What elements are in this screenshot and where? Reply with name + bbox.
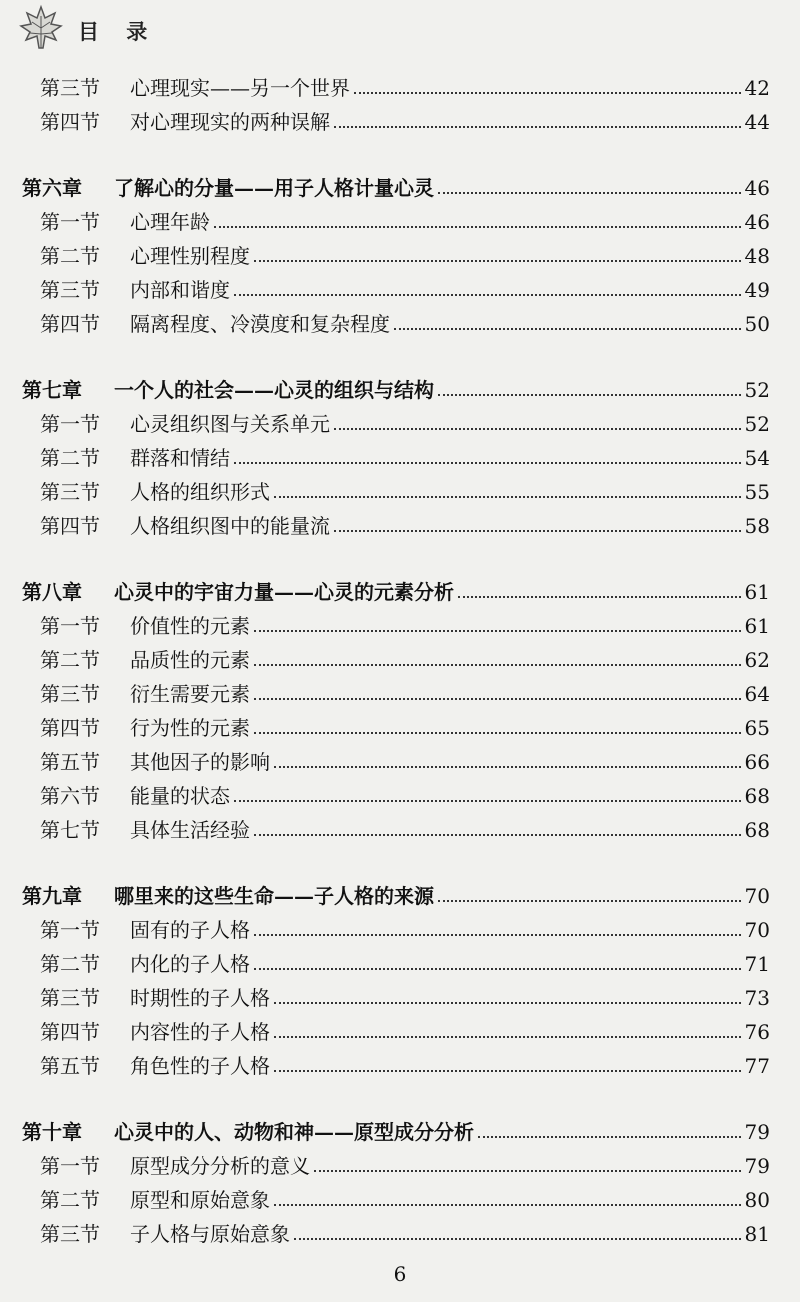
entry-title: 群落和情结 [130, 446, 230, 470]
entry-label: 第四节 [40, 312, 100, 336]
dot-leader [438, 192, 741, 194]
entry-label: 第六章 [22, 176, 82, 200]
entry-title: 心灵中的人、动物和神——原型成分分析 [114, 1120, 474, 1144]
entry-title: 内部和谐度 [130, 278, 230, 302]
entry-page-number: 76 [744, 1020, 770, 1044]
toc-chapter-row [22, 170, 770, 200]
entry-title: 隔离程度、冷漠度和复杂程度 [130, 312, 390, 336]
entry-label: 第八章 [22, 580, 82, 604]
entry-page-number: 68 [744, 818, 770, 842]
entry-page-number: 42 [744, 76, 770, 100]
entry-label: 第六节 [40, 784, 100, 808]
entry-title: 品质性的元素 [130, 648, 250, 672]
entry-page-number: 62 [744, 648, 770, 672]
dot-leader [274, 1204, 741, 1206]
dot-leader [274, 1002, 741, 1004]
dot-leader [234, 800, 741, 802]
toc-section-row [40, 508, 770, 538]
entry-page-number: 66 [744, 750, 770, 774]
toc-section-row [40, 744, 770, 774]
dot-leader [274, 766, 741, 768]
entry-label: 第七章 [22, 378, 82, 402]
entry-label: 第三节 [40, 278, 100, 302]
toc-section-row [40, 204, 770, 234]
entry-label: 第二节 [40, 952, 100, 976]
entry-page-number: 44 [744, 110, 770, 134]
entry-title: 衍生需要元素 [130, 682, 250, 706]
entry-title: 一个人的社会——心灵的组织与结构 [114, 378, 434, 402]
toc-section-row [40, 608, 770, 638]
entry-page-number: 81 [744, 1222, 770, 1246]
dot-leader [234, 462, 741, 464]
dot-leader [394, 328, 741, 330]
dot-leader [334, 428, 741, 430]
entry-label: 第一节 [40, 614, 100, 638]
entry-title: 其他因子的影响 [130, 750, 270, 774]
entry-page-number: 49 [744, 278, 770, 302]
entry-page-number: 64 [744, 682, 770, 706]
entry-page-number: 79 [744, 1120, 770, 1144]
entry-title: 对心理现实的两种误解 [130, 110, 330, 134]
entry-title: 了解心的分量——用子人格计量心灵 [114, 176, 434, 200]
entry-page-number: 52 [744, 378, 770, 402]
dot-leader [294, 1238, 741, 1240]
page-number: 6 [393, 1262, 407, 1286]
entry-page-number: 50 [744, 312, 770, 336]
entry-title: 内化的子人格 [130, 952, 250, 976]
dot-leader [234, 294, 741, 296]
entry-page-number: 71 [744, 952, 770, 976]
entry-title: 固有的子人格 [130, 918, 250, 942]
dot-leader [438, 394, 741, 396]
toc-chapter-row [22, 1114, 770, 1144]
entry-page-number: 54 [744, 446, 770, 470]
entry-label: 第一节 [40, 1154, 100, 1178]
entry-title: 时期性的子人格 [130, 986, 270, 1010]
entry-title: 心灵中的宇宙力量——心灵的元素分析 [114, 580, 454, 604]
dot-leader [274, 496, 741, 498]
entry-title: 心理现实——另一个世界 [130, 76, 350, 100]
entry-label: 第九章 [22, 884, 82, 908]
entry-page-number: 73 [744, 986, 770, 1010]
dot-leader [274, 1070, 741, 1072]
toc-section-row [40, 946, 770, 976]
dot-leader [254, 968, 741, 970]
entry-title: 哪里来的这些生命——子人格的来源 [114, 884, 434, 908]
toc-section-row [40, 778, 770, 808]
toc-chapter-row [22, 372, 770, 402]
entry-title: 行为性的元素 [130, 716, 250, 740]
toc-section-row [40, 104, 770, 134]
toc-section-row [40, 406, 770, 436]
entry-label: 第五节 [40, 750, 100, 774]
dot-leader [334, 126, 741, 128]
entry-page-number: 65 [744, 716, 770, 740]
toc-section-row [40, 1048, 770, 1078]
dot-leader [334, 530, 741, 532]
entry-page-number: 52 [744, 412, 770, 436]
dot-leader [314, 1170, 741, 1172]
entry-page-number: 55 [744, 480, 770, 504]
entry-label: 第三节 [40, 1222, 100, 1246]
entry-label: 第五节 [40, 1054, 100, 1078]
dot-leader [254, 664, 741, 666]
entry-label: 第七节 [40, 818, 100, 842]
toc-section-row [40, 474, 770, 504]
entry-title: 人格组织图中的能量流 [130, 514, 330, 538]
toc-section-row [40, 676, 770, 706]
entry-title: 心理年龄 [130, 210, 210, 234]
entry-label: 第三节 [40, 682, 100, 706]
dot-leader [254, 934, 741, 936]
dot-leader [274, 1036, 741, 1038]
dot-leader [254, 834, 741, 836]
entry-page-number: 80 [744, 1188, 770, 1212]
entry-page-number: 68 [744, 784, 770, 808]
entry-title: 人格的组织形式 [130, 480, 270, 504]
entry-label: 第二节 [40, 244, 100, 268]
entry-label: 第二节 [40, 648, 100, 672]
entry-label: 第一节 [40, 210, 100, 234]
entry-page-number: 46 [744, 176, 770, 200]
toc-section-row [40, 70, 770, 100]
entry-page-number: 46 [744, 210, 770, 234]
toc-section-row [40, 238, 770, 268]
dot-leader [214, 226, 741, 228]
entry-label: 第三节 [40, 480, 100, 504]
entry-title: 原型和原始意象 [130, 1188, 270, 1212]
toc-section-row [40, 440, 770, 470]
entry-label: 第四节 [40, 1020, 100, 1044]
toc-section-row [40, 272, 770, 302]
dot-leader [254, 698, 741, 700]
entry-page-number: 79 [744, 1154, 770, 1178]
entry-label: 第二节 [40, 446, 100, 470]
toc-section-row [40, 1148, 770, 1178]
dot-leader [254, 630, 741, 632]
header-title: 目 录 [78, 19, 158, 44]
entry-label: 第四节 [40, 514, 100, 538]
entry-label: 第三节 [40, 986, 100, 1010]
entry-page-number: 70 [744, 918, 770, 942]
toc-section-row [40, 710, 770, 740]
toc-chapter-row [22, 878, 770, 908]
dot-leader [254, 732, 741, 734]
entry-label: 第三节 [40, 76, 100, 100]
entry-page-number: 58 [744, 514, 770, 538]
page-header [0, 0, 800, 60]
toc-section-row [40, 980, 770, 1010]
entry-title: 心灵组织图与关系单元 [130, 412, 330, 436]
entry-title: 子人格与原始意象 [130, 1222, 290, 1246]
toc-section-row [40, 306, 770, 336]
toc-section-row [40, 1014, 770, 1044]
entry-title: 具体生活经验 [130, 818, 250, 842]
entry-title: 原型成分分析的意义 [130, 1154, 310, 1178]
entry-title: 价值性的元素 [130, 614, 250, 638]
entry-title: 能量的状态 [130, 784, 230, 808]
toc-section-row [40, 812, 770, 842]
entry-title: 内容性的子人格 [130, 1020, 270, 1044]
dot-leader [478, 1136, 741, 1138]
toc-chapter-row [22, 574, 770, 604]
entry-page-number: 77 [744, 1054, 770, 1078]
toc-section-row [40, 912, 770, 942]
entry-label: 第四节 [40, 110, 100, 134]
entry-page-number: 61 [744, 614, 770, 638]
entry-label: 第一节 [40, 918, 100, 942]
entry-page-number: 61 [744, 580, 770, 604]
entry-page-number: 70 [744, 884, 770, 908]
dot-leader [458, 596, 741, 598]
entry-label: 第一节 [40, 412, 100, 436]
dot-leader [438, 900, 741, 902]
entry-label: 第四节 [40, 716, 100, 740]
entry-label: 第十章 [22, 1120, 82, 1144]
toc-section-row [40, 642, 770, 672]
dot-leader [254, 260, 741, 262]
dot-leader [354, 92, 741, 94]
entry-label: 第二节 [40, 1188, 100, 1212]
maple-leaf-icon [18, 4, 64, 54]
toc-section-row [40, 1216, 770, 1246]
entry-page-number: 48 [744, 244, 770, 268]
entry-title: 角色性的子人格 [130, 1054, 270, 1078]
toc-section-row [40, 1182, 770, 1212]
entry-title: 心理性别程度 [130, 244, 250, 268]
